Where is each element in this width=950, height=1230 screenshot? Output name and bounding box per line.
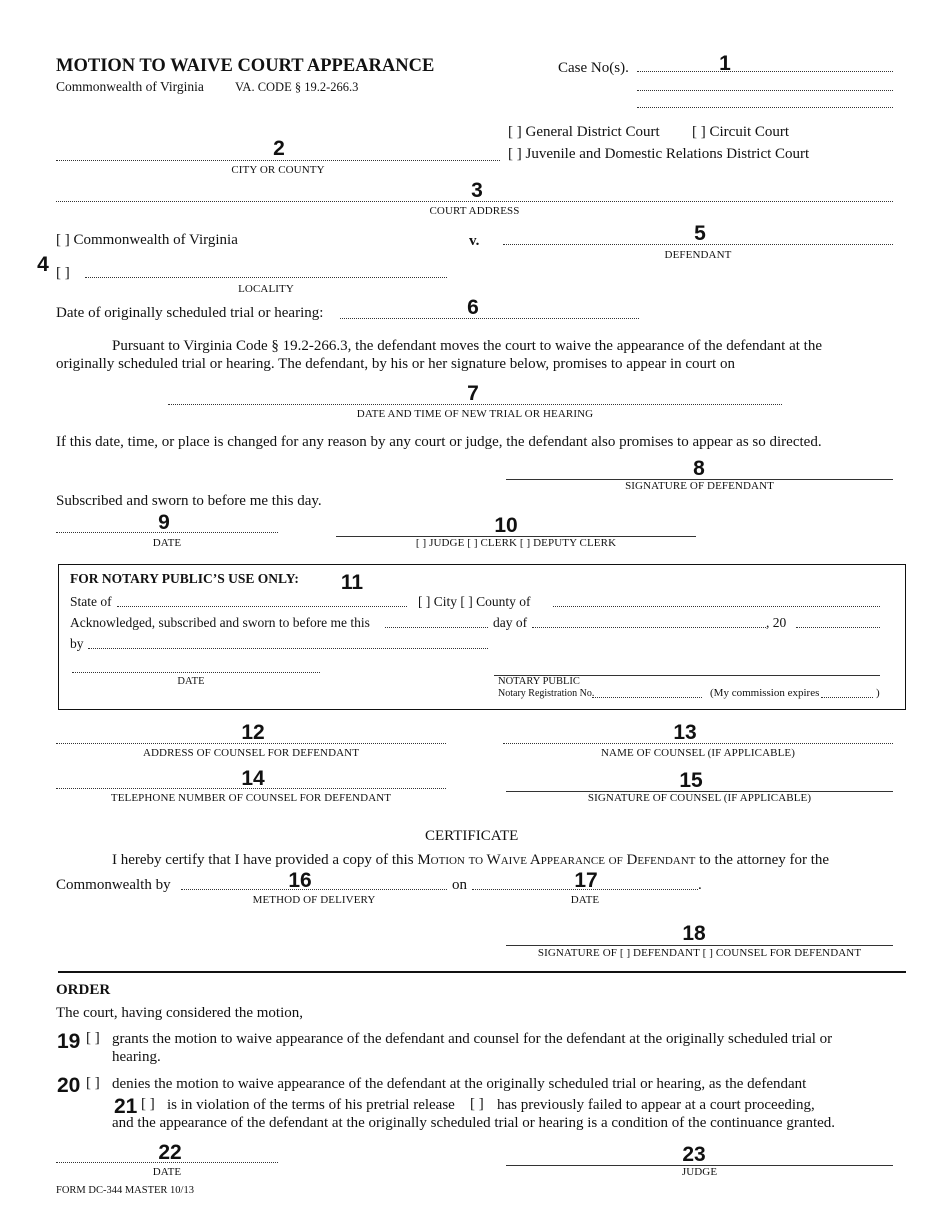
counsel-phone-label: TELEPHONE NUMBER OF COUNSEL FOR DEFENDANT bbox=[110, 792, 392, 804]
orig-date-label: Date of originally scheduled trial or hearing: bbox=[56, 305, 324, 321]
certificate-text-b: to the attorney for the bbox=[695, 852, 830, 868]
notary-day-of-label: day of bbox=[493, 615, 528, 630]
failed-checkbox[interactable]: [ ] bbox=[470, 1096, 484, 1112]
case-number-field-1[interactable] bbox=[637, 71, 893, 72]
certificate-on: on bbox=[452, 877, 467, 893]
order-date-label: DATE bbox=[152, 1166, 182, 1178]
deny-checkbox[interactable]: [ ] bbox=[86, 1075, 100, 1091]
marker-19: 19 bbox=[57, 1030, 81, 1053]
certificate-commonwealth-by: Commonwealth by bbox=[56, 877, 171, 893]
notary-date-field[interactable] bbox=[72, 672, 320, 673]
circuit-court-checkbox[interactable]: [ ] Circuit Court bbox=[692, 124, 790, 140]
marker-5: 5 bbox=[694, 222, 706, 245]
marker-3: 3 bbox=[471, 179, 483, 202]
marker-9: 9 bbox=[158, 511, 170, 534]
court-address-label: COURT ADDRESS bbox=[429, 205, 520, 217]
marker-7: 7 bbox=[467, 382, 479, 405]
marker-22: 22 bbox=[158, 1141, 182, 1164]
notary-by-label: by bbox=[70, 636, 84, 651]
marker-11: 11 bbox=[340, 571, 364, 594]
marker-10: 10 bbox=[494, 514, 518, 537]
certificate-line-1 bbox=[112, 852, 829, 869]
notary-city-county-checkbox[interactable]: [ ] City [ ] County of bbox=[418, 594, 531, 609]
notary-acknowledged-label: Acknowledged, subscribed and sworn to before me this bbox=[70, 615, 370, 630]
notary-registration-label: Notary Registration No. bbox=[498, 688, 595, 699]
marker-16: 16 bbox=[288, 869, 312, 892]
certificate-title: CERTIFICATE bbox=[425, 828, 519, 844]
notary-state-label: State of bbox=[70, 594, 112, 609]
marker-6: 6 bbox=[467, 296, 479, 319]
notary-by-field[interactable] bbox=[88, 648, 488, 649]
code-citation: VA. CODE § 19.2-266.3 bbox=[235, 80, 359, 94]
notary-commission-field[interactable] bbox=[821, 697, 873, 698]
notary-public-label: NOTARY PUBLIC bbox=[498, 676, 580, 687]
grant-text-2: hearing. bbox=[112, 1049, 161, 1065]
deny-text: denies the motion to waive appearance of the defendant at the originally scheduled trial or hearing, as the defendant bbox=[112, 1076, 807, 1092]
grant-checkbox[interactable]: [ ] bbox=[86, 1030, 100, 1046]
marker-17: 17 bbox=[574, 869, 598, 892]
violation-checkbox[interactable]: [ ] bbox=[141, 1096, 155, 1112]
certificate-motion-name: Motion to Waive Appearance of Defendant bbox=[417, 852, 696, 868]
order-title: ORDER bbox=[56, 982, 111, 998]
paragraph-2: If this date, time, or place is changed for any reason by any court or judge, the defendant also promises to appear as so directed. bbox=[56, 434, 822, 450]
failed-text: has previously failed to appear at a court proceeding, bbox=[497, 1097, 815, 1113]
notary-date-label: DATE bbox=[177, 676, 205, 687]
notary-state-field[interactable] bbox=[117, 606, 407, 607]
notary-commission-end: ) bbox=[876, 687, 880, 699]
defendant-signature-label: SIGNATURE OF DEFENDANT bbox=[625, 480, 774, 492]
counsel-address-label: ADDRESS OF COUNSEL FOR DEFENDANT bbox=[142, 747, 360, 759]
marker-21: 21 bbox=[114, 1095, 138, 1118]
certificate-text-a: I hereby certify that I have provided a copy of this bbox=[112, 852, 418, 868]
new-date-label: DATE AND TIME OF NEW TRIAL OR HEARING bbox=[356, 408, 594, 420]
case-number-field-2[interactable] bbox=[637, 90, 893, 91]
marker-14: 14 bbox=[241, 767, 265, 790]
marker-15: 15 bbox=[679, 769, 703, 792]
form-footer: FORM DC-344 MASTER 10/13 bbox=[56, 1185, 194, 1196]
city-county-field[interactable] bbox=[56, 160, 500, 161]
marker-12: 12 bbox=[241, 721, 265, 744]
locality-label: LOCALITY bbox=[238, 283, 294, 295]
jurisdiction: Commonwealth of Virginia bbox=[56, 79, 204, 94]
order-divider bbox=[58, 971, 906, 973]
gdc-checkbox[interactable]: [ ] General District Court bbox=[508, 124, 660, 140]
condition-text: and the appearance of the defendant at the originally scheduled trial or hearing is a condition of the continuance granted. bbox=[112, 1115, 836, 1131]
subscribed-date-label: DATE bbox=[152, 537, 182, 549]
judge-label: JUDGE bbox=[681, 1166, 718, 1178]
notary-registration-field[interactable] bbox=[592, 697, 702, 698]
subscribed-text: Subscribed and sworn to before me this day. bbox=[56, 493, 322, 509]
notary-year-field[interactable] bbox=[796, 627, 880, 628]
locality-field[interactable] bbox=[85, 277, 447, 278]
certificate-period: . bbox=[698, 877, 702, 893]
certificate-signature-label[interactable]: SIGNATURE OF [ ] DEFENDANT [ ] COUNSEL FOR DEFENDANT bbox=[537, 947, 862, 959]
marker-8: 8 bbox=[693, 457, 705, 480]
marker-13: 13 bbox=[673, 721, 697, 744]
certificate-date-label: DATE bbox=[570, 894, 600, 906]
notary-commission-label: (My commission expires bbox=[710, 687, 820, 699]
notary-county-field[interactable] bbox=[553, 606, 880, 607]
marker-4: 4 bbox=[37, 253, 49, 276]
marker-2: 2 bbox=[273, 137, 285, 160]
notary-year-label: , 20 bbox=[766, 615, 787, 630]
case-number-field-3[interactable] bbox=[637, 107, 893, 108]
notary-day-field[interactable] bbox=[385, 627, 488, 628]
orig-date-field[interactable] bbox=[340, 318, 639, 319]
jdr-checkbox[interactable]: [ ] Juvenile and Domestic Relations District Court bbox=[508, 146, 810, 162]
city-county-label: CITY OR COUNTY bbox=[231, 164, 325, 176]
locality-checkbox[interactable]: [ ] bbox=[56, 265, 70, 281]
commonwealth-checkbox[interactable]: [ ] Commonwealth of Virginia bbox=[56, 232, 238, 248]
violation-text: is in violation of the terms of his pretrial release bbox=[167, 1097, 455, 1113]
certificate-signature-field[interactable] bbox=[506, 945, 893, 946]
case-label: Case No(s). bbox=[558, 60, 629, 76]
counsel-name-label: NAME OF COUNSEL (IF APPLICABLE) bbox=[601, 747, 795, 759]
grant-text: grants the motion to waive appearance of the defendant and counsel for the defendant at the originally scheduled trial or bbox=[112, 1031, 833, 1047]
notary-month-field[interactable] bbox=[532, 627, 766, 628]
form-title: MOTION TO WAIVE COURT APPEARANCE bbox=[56, 56, 435, 76]
versus-text: v. bbox=[469, 233, 480, 249]
judge-clerk-options[interactable]: [ ] JUDGE [ ] CLERK [ ] DEPUTY CLERK bbox=[415, 537, 617, 549]
notary-title: FOR NOTARY PUBLIC’S USE ONLY: bbox=[70, 571, 299, 586]
marker-23: 23 bbox=[682, 1143, 706, 1166]
order-intro: The court, having considered the motion, bbox=[56, 1005, 304, 1021]
marker-20: 20 bbox=[57, 1074, 81, 1097]
counsel-signature-label: SIGNATURE OF COUNSEL (IF APPLICABLE) bbox=[587, 792, 812, 804]
marker-1: 1 bbox=[719, 52, 731, 75]
marker-18: 18 bbox=[682, 922, 706, 945]
paragraph-1-line-2: originally scheduled trial or hearing. The defendant, by his or her signature below, promises to appear in court on bbox=[56, 356, 735, 372]
defendant-label: DEFENDANT bbox=[664, 249, 732, 261]
delivery-method-label: METHOD OF DELIVERY bbox=[252, 894, 376, 906]
paragraph-1-line-1: Pursuant to Virginia Code § 19.2-266.3, the defendant moves the court to waive the appearance of the defendant at the bbox=[112, 338, 822, 354]
